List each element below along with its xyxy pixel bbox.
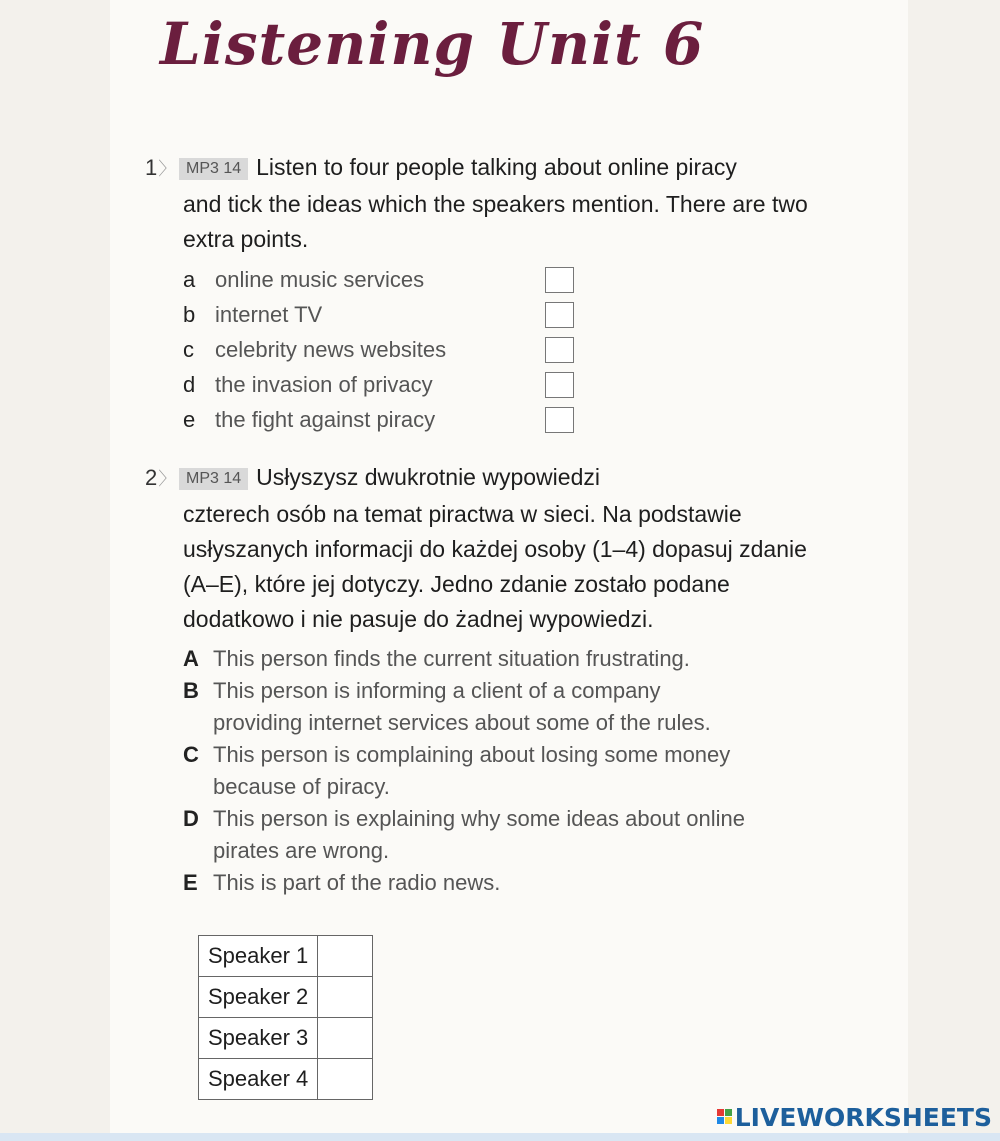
audio-track-badge[interactable]: MP3 14 bbox=[179, 468, 248, 490]
answer-input[interactable] bbox=[318, 1059, 373, 1100]
speaker-label: Speaker 2 bbox=[199, 977, 318, 1018]
item-text: internet TV bbox=[215, 302, 323, 327]
item-text: online music services bbox=[215, 267, 425, 292]
tick-checkbox[interactable] bbox=[545, 372, 574, 398]
speaker-answer-table bbox=[198, 935, 373, 1100]
list-item: b internet TV bbox=[183, 297, 446, 332]
option-item: D This person is explaining why some ideas about online pirates are wrong. bbox=[183, 803, 863, 867]
instruction-rest: and tick the ideas which the speakers mention. There are two extra points. bbox=[183, 191, 808, 252]
brand-logo-icon bbox=[717, 1109, 733, 1125]
option-item: E This is part of the radio news. bbox=[183, 870, 501, 895]
brand-name: LIVEWORKSHEETS bbox=[734, 1103, 992, 1132]
exercise-2-options bbox=[183, 643, 863, 899]
exercise-number: 1〉 bbox=[145, 155, 177, 180]
option-item: B This person is informing a client of a company providing internet services about some of the rules. bbox=[183, 675, 863, 739]
table-row bbox=[199, 1059, 373, 1100]
instruction-first-line: Listen to four people talking about online piracy bbox=[256, 154, 737, 180]
list-item: c celebrity news websites bbox=[183, 332, 446, 367]
answer-input[interactable] bbox=[318, 1018, 373, 1059]
page-title: Listening Unit 6 bbox=[160, 10, 705, 78]
table-row bbox=[199, 1018, 373, 1059]
item-text: the invasion of privacy bbox=[215, 372, 433, 397]
table-row bbox=[199, 977, 373, 1018]
exercise-1-list bbox=[183, 262, 446, 437]
tick-checkbox[interactable] bbox=[545, 337, 574, 363]
option-text: This person is explaining why some ideas about online bbox=[213, 806, 745, 831]
list-item: e the fight against piracy bbox=[183, 402, 446, 437]
tick-checkbox[interactable] bbox=[545, 407, 574, 433]
audio-track-badge[interactable]: MP3 14 bbox=[179, 158, 248, 180]
item-text: the fight against piracy bbox=[215, 407, 436, 432]
option-item: A This person finds the current situation frustrating. bbox=[183, 646, 690, 671]
option-text-continued: pirates are wrong. bbox=[213, 838, 390, 863]
option-text-continued: providing internet services about some of the rules. bbox=[213, 710, 711, 735]
background-right bbox=[908, 0, 1000, 1141]
exercise-number: 2〉 bbox=[145, 465, 177, 490]
option-text: This person is complaining about losing some money bbox=[213, 742, 731, 767]
option-item: C This person is complaining about losing some money because of piracy. bbox=[183, 739, 863, 803]
option-text: This person finds the current situation frustrating. bbox=[213, 646, 690, 671]
tick-checkbox[interactable] bbox=[545, 302, 574, 328]
exercise-2-instruction bbox=[145, 460, 865, 637]
option-text: This person is informing a client of a company bbox=[213, 678, 661, 703]
speaker-label: Speaker 1 bbox=[199, 936, 318, 977]
instruction-first-line: Usłyszysz dwukrotnie wypowiedzi bbox=[256, 464, 600, 490]
liveworksheets-logo bbox=[717, 1103, 992, 1132]
speaker-label: Speaker 4 bbox=[199, 1059, 318, 1100]
answer-input[interactable] bbox=[318, 977, 373, 1018]
answer-input[interactable] bbox=[318, 936, 373, 977]
list-item: d the invasion of privacy bbox=[183, 367, 446, 402]
tick-checkbox[interactable] bbox=[545, 267, 574, 293]
exercise-1-instruction bbox=[145, 150, 865, 257]
background-left bbox=[0, 0, 110, 1141]
table-row bbox=[199, 936, 373, 977]
option-text: This is part of the radio news. bbox=[213, 870, 501, 895]
speaker-label: Speaker 3 bbox=[199, 1018, 318, 1059]
bottom-strip bbox=[0, 1133, 1000, 1141]
option-text-continued: because of piracy. bbox=[213, 774, 390, 799]
instruction-rest: czterech osób na temat piractwa w sieci. Na podstawie usłyszanych informacji do każdej osoby (1–4) dopasuj zdanie (A–E), które jej dotyczy. Jedno zdanie zostało podane dodatkowo i nie pasuje do żadnej wypowiedzi. bbox=[183, 501, 807, 632]
list-item: a online music services bbox=[183, 262, 446, 297]
item-text: celebrity news websites bbox=[215, 337, 447, 362]
